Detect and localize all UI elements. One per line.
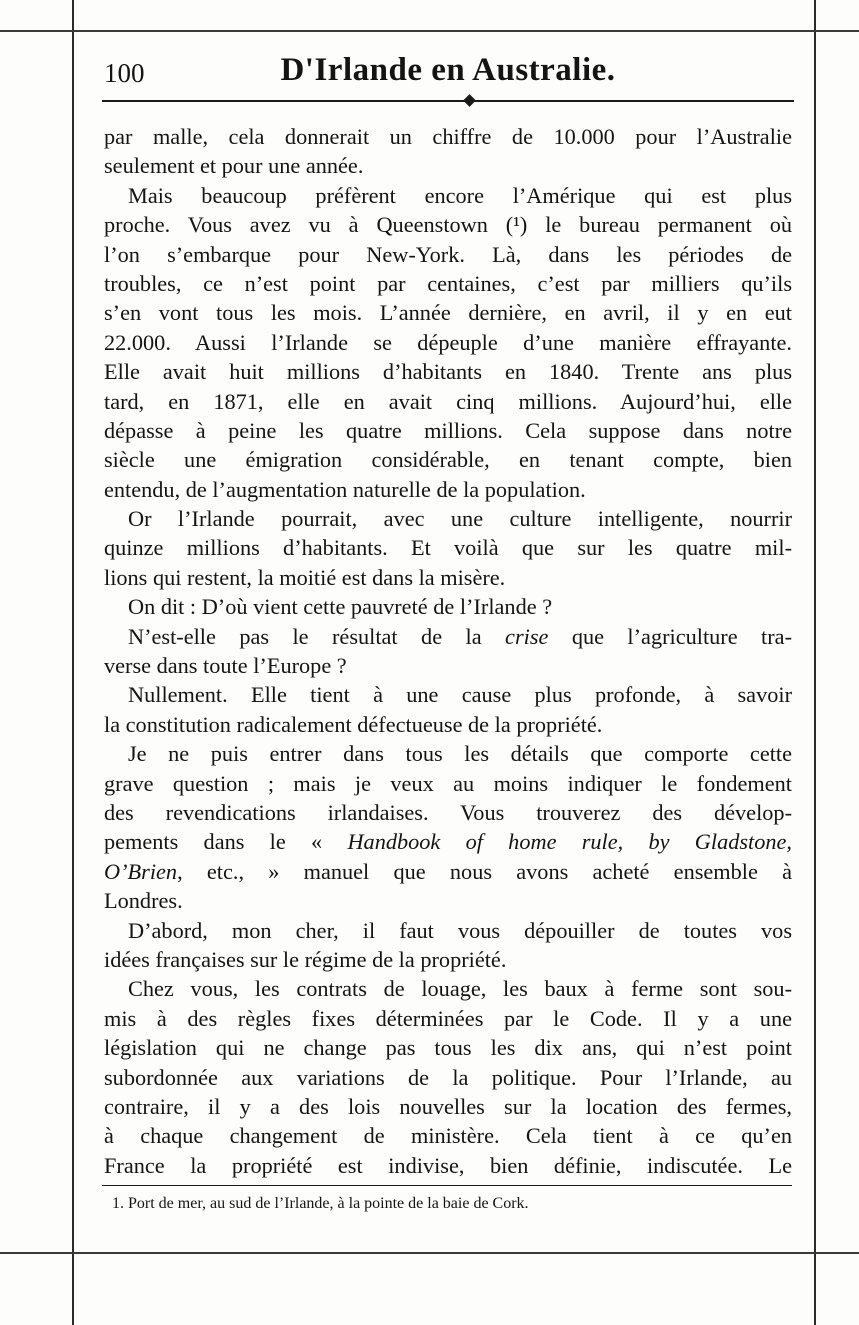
text-line <box>104 916 792 945</box>
text-segment: N’est-elle pas le résultat de la <box>128 623 506 649</box>
text-line <box>104 563 792 592</box>
text-line <box>104 504 792 533</box>
text-line <box>104 1092 792 1121</box>
text-segment: On dit : D’où vient cette pauvreté de l’Irlande ? <box>128 594 553 620</box>
text-segment: que l’agriculture tra- <box>548 623 792 649</box>
text-line <box>104 622 792 651</box>
text-line <box>104 181 792 210</box>
text-segment: à chaque changement de ministère. Cela tient à ce qu’en <box>104 1123 792 1149</box>
header-ornament <box>463 94 476 107</box>
text-line <box>104 945 792 974</box>
text-line <box>104 1004 792 1033</box>
text-line <box>104 1151 792 1180</box>
text-line <box>104 798 792 827</box>
text-segment: pements dans le « <box>104 829 348 855</box>
running-title: D'Irlande en Australie. <box>280 52 616 88</box>
text-segment: l’on s’embarque pour New-York. Là, dans les périodes de <box>104 241 792 267</box>
text-line <box>104 710 792 739</box>
text-line <box>104 122 792 151</box>
text-line <box>104 475 792 504</box>
text-line <box>104 886 792 915</box>
text-segment: Chez vous, les contrats de louage, les baux à ferme sont sou- <box>128 976 792 1002</box>
text-line <box>104 416 792 445</box>
text-line <box>104 445 792 474</box>
text-segment: Or l’Irlande pourrait, avec une culture intelligente, nourrir <box>128 506 792 532</box>
text-segment: par malle, cela donnerait un chiffre de 10.000 pour l’Australie <box>104 124 792 149</box>
text-segment: contraire, il y a des lois nouvelles sur la location des fermes, <box>104 1093 792 1119</box>
text-line <box>104 357 792 386</box>
text-segment: la constitution radicalement défectueuse de la propriété. <box>104 711 603 737</box>
text-segment: quinze millions d’habitants. Et voilà que sur les quatre mil- <box>104 535 792 561</box>
text-segment: entendu, de l’augmentation naturelle de la population. <box>104 476 586 502</box>
text-segment: siècle une émigration considérable, en tenant compte, bien <box>104 447 792 473</box>
text-line <box>104 210 792 239</box>
page-number: 100 <box>104 58 145 88</box>
text-line <box>104 1121 792 1150</box>
text-line <box>104 739 792 768</box>
text-segment: des revendications irlandaises. Vous trouverez des dévelop- <box>104 799 792 825</box>
text-line <box>104 1033 792 1062</box>
text-line <box>104 680 792 709</box>
left-margin-line <box>72 0 74 1325</box>
text-segment: mis à des règles fixes déterminées par le Code. Il y a une <box>104 1005 792 1031</box>
text-line <box>104 328 792 357</box>
text-segment: Mais beaucoup préfèrent encore l’Amérique qui est plus <box>128 182 792 208</box>
text-segment: 22.000. Aussi l’Irlande se dépeuple d’une manière effrayante. <box>104 329 792 355</box>
footnote-rule <box>102 1185 792 1186</box>
text-segment: subordonnée aux variations de la politique. Pour l’Irlande, au <box>104 1064 792 1090</box>
text-line <box>104 592 792 621</box>
header-rule <box>102 100 794 102</box>
text-line <box>104 769 792 798</box>
text-segment: s’en vont tous les mois. L’année dernière, en avril, il y en eut <box>104 300 792 326</box>
text-line <box>104 298 792 327</box>
text-segment: Elle avait huit millions d’habitants en 1840. Trente ans plus <box>104 359 792 385</box>
text-segment: verse dans toute l’Europe ? <box>104 653 347 679</box>
italic-text: O’Brien <box>104 858 178 884</box>
text-segment: , etc., » manuel que nous avons acheté ensemble à <box>177 858 792 884</box>
text-line <box>104 240 792 269</box>
text-segment: D’abord, mon cher, il faut vous dépouiller de toutes vos <box>128 917 792 943</box>
text-line <box>104 974 792 1003</box>
text-segment: grave question ; mais je veux au moins indiquer le fondement <box>104 770 792 796</box>
text-line <box>104 151 792 180</box>
italic-text: Handbook of home rule, by Gladstone, <box>347 829 792 855</box>
text-segment: seulement et pour une année. <box>104 153 364 179</box>
page-header <box>102 48 794 96</box>
right-margin-line <box>814 0 816 1325</box>
bottom-border-line <box>0 1252 859 1254</box>
text-segment: législation qui ne change pas tous les dix ans, qui n’est point <box>104 1035 792 1061</box>
italic-text: crise <box>505 623 549 649</box>
text-segment: Londres. <box>104 888 183 914</box>
text-line <box>104 857 792 886</box>
text-line <box>104 387 792 416</box>
text-line <box>104 269 792 298</box>
text-line <box>104 651 792 680</box>
text-line <box>104 1063 792 1092</box>
text-segment: Je ne puis entrer dans tous les détails que comporte cette <box>128 741 792 767</box>
text-segment: tard, en 1871, elle en avait cinq millions. Aujourd’hui, elle <box>104 388 792 414</box>
text-segment: lions qui restent, la moitié est dans la misère. <box>104 564 506 590</box>
text-segment: France la propriété est indivise, bien définie, indiscutée. Le <box>104 1152 792 1178</box>
top-border-line <box>0 30 859 32</box>
text-line <box>104 827 792 856</box>
text-segment: troubles, ce n’est point par centaines, c’est par milliers qu’ils <box>104 270 792 296</box>
text-segment: idées françaises sur le régime de la propriété. <box>104 946 507 972</box>
footnote: 1. Port de mer, au sud de l’Irlande, à la pointe de la baie de Cork. <box>112 1195 529 1212</box>
text-segment: proche. Vous avez vu à Queenstown (¹) le bureau permanent où <box>104 212 792 238</box>
body-text <box>104 122 792 1180</box>
text-line <box>104 533 792 562</box>
text-segment: dépasse à peine les quatre millions. Cela suppose dans notre <box>104 417 792 443</box>
text-segment: Nullement. Elle tient à une cause plus profonde, à savoir <box>128 682 792 708</box>
